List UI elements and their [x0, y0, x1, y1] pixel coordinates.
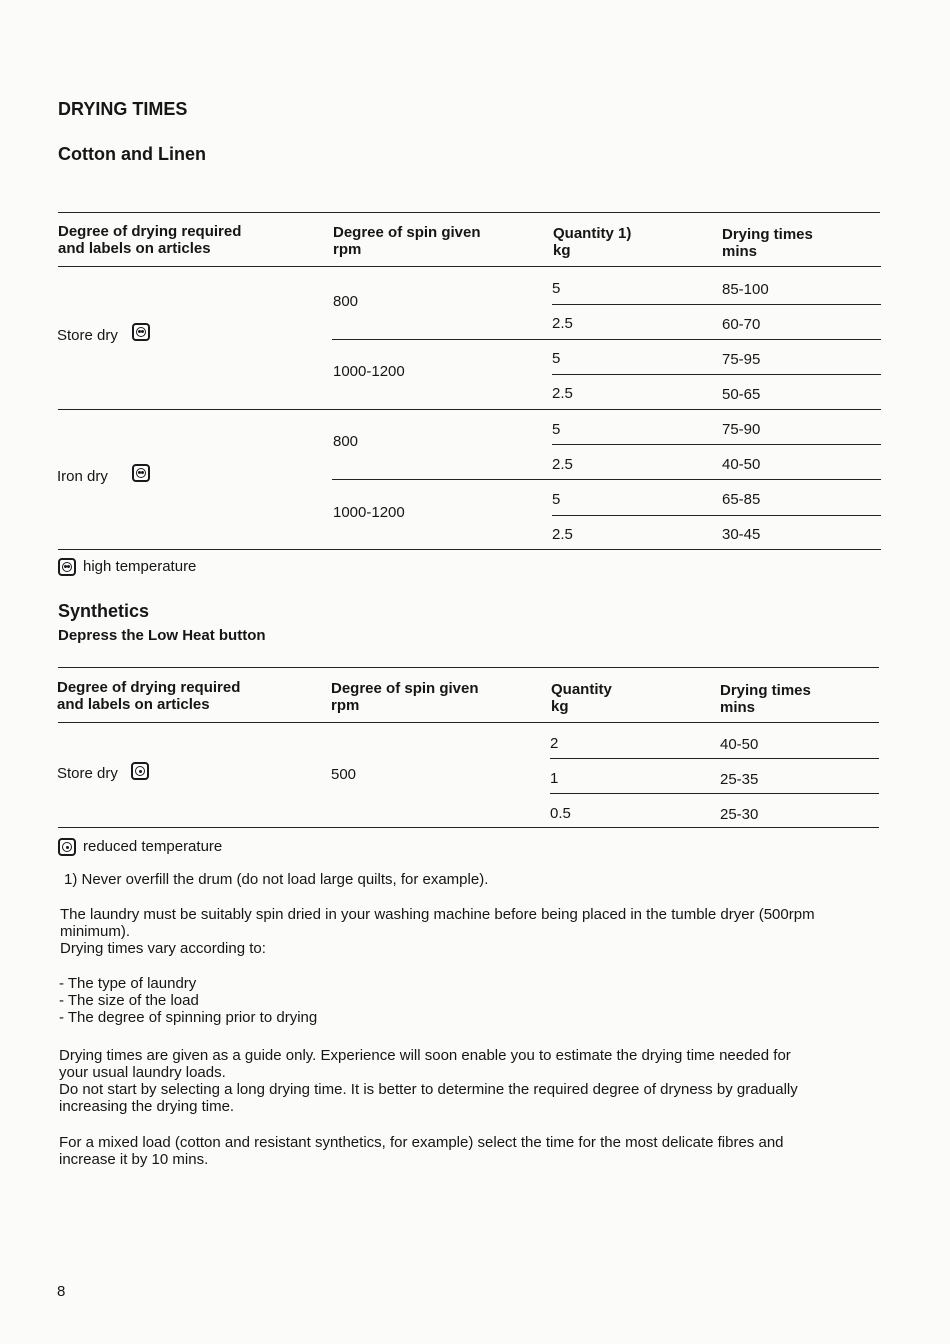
drying-time-value: 85-100 — [722, 281, 769, 298]
table-rule — [58, 827, 879, 828]
synthetics-section-title: Synthetics — [58, 601, 150, 621]
drying-time-value: 65-85 — [722, 491, 761, 508]
header-drying-times: Drying times mins — [722, 226, 813, 260]
drying-time-value: 60-70 — [722, 316, 761, 333]
row-rule — [552, 304, 881, 305]
quantity-value: 1 — [550, 770, 559, 787]
table-rule — [58, 266, 881, 267]
high-temperature-symbol-icon — [58, 558, 76, 576]
synthetics-subtitle: Depress the Low Heat button — [58, 627, 266, 644]
paragraph-mixed-load: For a mixed load (cotton and resistant synthetics, for example) select the time for the most delicate fibres and increase it by 10 mins. — [59, 1134, 784, 1168]
row-label-iron-dry: Iron dry — [57, 468, 108, 485]
spin-value: 800 — [333, 293, 359, 310]
cotton-section-title: Cotton and Linen — [58, 144, 206, 164]
paragraph-guide: Drying times are given as a guide only. Experience will soon enable you to estimate the drying time needed for your usual laundry loads. Do not start by selecting a long drying time. It is better to determine the required degree of dryness by gradually increasing the drying time. — [59, 1047, 798, 1115]
table-rule — [58, 212, 880, 213]
row-rule — [552, 515, 881, 516]
list-item: - The degree of spinning prior to drying — [59, 1009, 318, 1026]
page-heading: DRYING TIMES — [58, 99, 188, 119]
row-label-store-dry: Store dry — [57, 327, 118, 344]
drying-time-value: 30-45 — [722, 526, 761, 543]
table-rule — [58, 722, 879, 723]
row-rule — [550, 758, 879, 759]
spin-value: 800 — [333, 433, 359, 450]
iron-dry-symbol-icon — [132, 464, 150, 482]
quantity-value: 5 — [552, 280, 561, 297]
quantity-value: 5 — [552, 491, 561, 508]
header-spin: Degree of spin given rpm — [333, 224, 481, 258]
quantity-value: 5 — [552, 350, 561, 367]
spin-value: 1000-1200 — [333, 363, 405, 380]
row-rule — [552, 374, 881, 375]
header-quantity: Quantity 1) kg — [553, 225, 632, 259]
header-degree: Degree of drying required and labels on articles — [58, 223, 242, 257]
quantity-value: 5 — [552, 421, 561, 438]
row-label-store-dry: Store dry — [57, 765, 118, 782]
factors-list — [59, 975, 317, 1026]
header-quantity: Quantity kg — [551, 681, 612, 715]
legend-high-temperature: high temperature — [83, 558, 197, 575]
row-rule — [332, 479, 881, 480]
header-degree: Degree of drying required and labels on articles — [57, 679, 241, 713]
quantity-value: 2.5 — [552, 526, 573, 543]
store-dry-symbol-icon — [132, 323, 150, 341]
drying-time-value: 50-65 — [722, 386, 761, 403]
list-item: - The type of laundry — [59, 975, 197, 992]
list-item: - The size of the load — [59, 992, 199, 1009]
drying-time-value: 75-90 — [722, 421, 761, 438]
drying-time-value: 25-30 — [720, 806, 759, 823]
quantity-value: 2.5 — [552, 456, 573, 473]
drying-time-value: 40-50 — [720, 736, 759, 753]
quantity-value: 2 — [550, 735, 559, 752]
quantity-value: 0.5 — [550, 805, 571, 822]
table-rule — [58, 549, 881, 550]
header-drying-times: Drying times mins — [720, 682, 811, 716]
quantity-value: 2.5 — [552, 385, 573, 402]
footnote: 1) Never overfill the drum (do not load large quilts, for example). — [64, 871, 489, 888]
store-dry-symbol-icon — [131, 762, 149, 780]
page-number: 8 — [57, 1283, 66, 1300]
drying-time-value: 75-95 — [722, 351, 761, 368]
reduced-temperature-symbol-icon — [58, 838, 76, 856]
row-rule — [332, 339, 881, 340]
row-rule — [550, 793, 879, 794]
spin-value: 1000-1200 — [333, 504, 405, 521]
legend-reduced-temperature: reduced temperature — [83, 838, 223, 855]
quantity-value: 2.5 — [552, 315, 573, 332]
paragraph-spin-requirement: The laundry must be suitably spin dried in your washing machine before being placed in the tumble dryer (500rpm minimum). Drying times vary according to: — [60, 906, 815, 957]
spin-value: 500 — [331, 766, 357, 783]
group-rule — [58, 409, 881, 410]
header-spin: Degree of spin given rpm — [331, 680, 479, 714]
table-rule — [58, 667, 879, 668]
drying-time-value: 25-35 — [720, 771, 759, 788]
drying-time-value: 40-50 — [722, 456, 761, 473]
row-rule — [552, 444, 881, 445]
